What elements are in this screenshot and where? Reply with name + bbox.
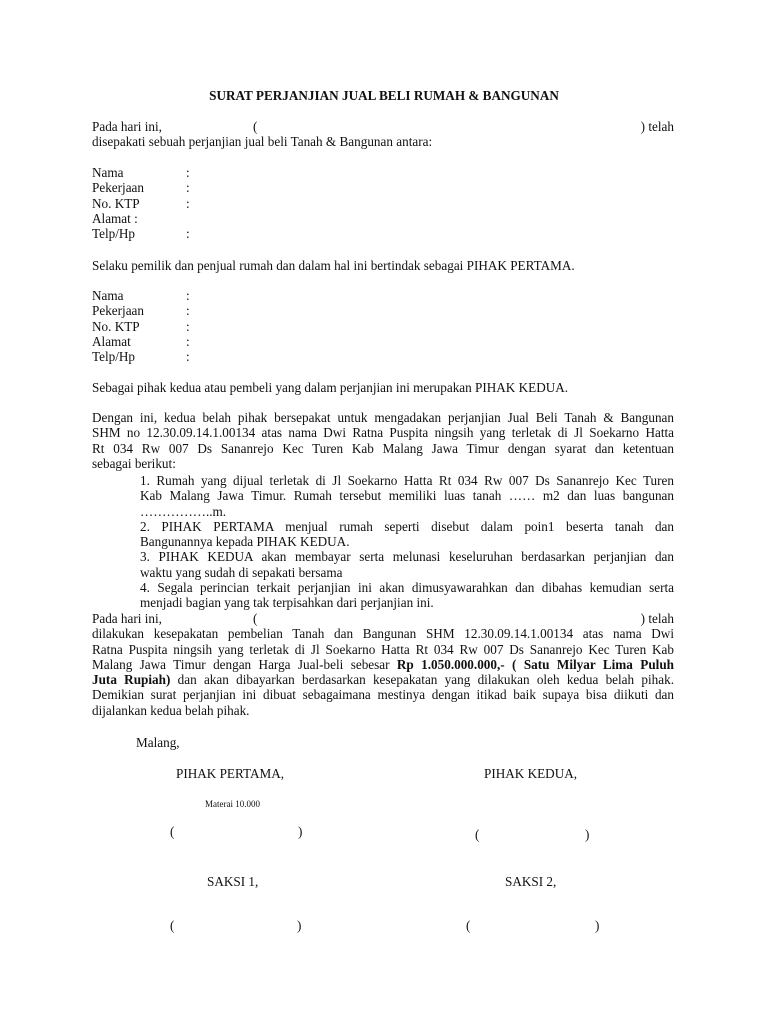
party1-field-alamat	[92, 211, 674, 226]
signature-close-paren: )	[595, 918, 600, 933]
party1-field-telp	[92, 226, 674, 241]
price-words: Juta Rupiah)	[92, 672, 171, 688]
field-colon: :	[186, 288, 190, 303]
party1-field-pekerjaan	[92, 180, 674, 195]
place-date: Malang,	[136, 735, 180, 750]
field-colon: :	[186, 333, 190, 349]
clause-line: menjadi bagian yang tak terpisahkan dari perjanjian ini.	[140, 595, 434, 611]
agreement-line: Dengan ini, kedua belah pihak bersepakat untuk mengadakan perjanjian Jual Beli Tanah & Bangunan	[92, 410, 674, 425]
field-label: Telp/Hp	[92, 226, 136, 242]
clause-line: 2. PIHAK PERTAMA menjual rumah seperti disebut dalam poin1 beserta tanah dan	[140, 518, 674, 534]
party2-fields	[92, 288, 674, 364]
field-colon: :	[186, 318, 190, 334]
pihak-kedua-label: PIHAK KEDUA,	[484, 766, 578, 781]
party1-fields	[92, 165, 674, 241]
closing-line: Ratna Puspita ningsih yang terletak di Jl Soekarno Hatta Rt 034 Rw 007 Ds Sananrejo Kec Turen Kab	[92, 641, 674, 657]
materai-label: Materai 10.000	[205, 799, 260, 809]
field-label: No. KTP	[92, 318, 140, 334]
closing-line: Demikian surat perjanjian ini dibuat sebagaimana mestinya dengan itikad baik supaya bisa diikuti dan	[92, 687, 674, 703]
party2-field-ktp	[92, 319, 674, 334]
clause-line: 3. PIHAK KEDUA akan membayar serta melunasi keseluruhan berdasarkan perjanjian dan	[140, 549, 674, 565]
clause-line: 1. Rumah yang dijual terletak di Jl Soekarno Hatta Rt 034 Rw 007 Ds Sananrejo Kec Turen	[140, 473, 674, 488]
party2-field-telp	[92, 349, 674, 364]
price-amount: Rp 1.050.000.000,- ( Satu Milyar Lima Puluh	[396, 656, 674, 672]
clause-line: 4. Segala perincian terkait perjanjian ini akan dimusyawarahkan dan dibahas kemudian serta	[140, 580, 674, 596]
closing-paragraph	[92, 611, 674, 718]
clause-1	[140, 473, 674, 519]
clause-list	[140, 473, 674, 611]
closing-close-paren: ) telah	[640, 611, 674, 626]
field-label: Telp/Hp	[92, 349, 136, 365]
closing-open-paren: (	[253, 611, 258, 626]
agreement-paragraph	[92, 410, 674, 471]
field-label: Alamat :	[92, 210, 138, 226]
closing-text: Malang Jawa Timur dengan Harga Jual-beli sebesar	[92, 656, 397, 672]
document-title: SURAT PERJANJIAN JUAL BELI RUMAH & BANGUNAN	[209, 88, 559, 103]
intro-open-paren: (	[253, 119, 258, 134]
closing-line: dilakukan kesepakatan pembelian Tanah dan Bangunan SHM 12.30.09.14.1.00134 atas nama Dwi	[92, 626, 674, 642]
signature-open-paren: (	[170, 918, 175, 933]
field-colon: :	[186, 303, 190, 319]
signature-open-paren: (	[466, 918, 471, 933]
intro-paragraph	[92, 119, 674, 150]
clause-2	[140, 519, 674, 550]
party1-field-nama	[92, 165, 674, 180]
agreement-line: SHM no 12.30.09.14.1.00134 atas nama Dwi Ratna Puspita ningsih yang terletak di Jl Soekarno Hatta	[92, 425, 674, 441]
field-colon: :	[186, 165, 190, 180]
closing-text: dan akan dibayarkan berdasarkan kesepakatan yang dilakukan oleh kedua belah pihak.	[170, 672, 674, 688]
signature-close-paren: )	[298, 824, 303, 839]
field-label: No. KTP	[92, 195, 140, 211]
party2-field-nama	[92, 288, 674, 303]
agreement-line: sebagai berikut:	[92, 455, 176, 471]
intro-close-paren: ) telah	[640, 119, 674, 134]
signature-open-paren: (	[475, 827, 480, 842]
party1-statement: Selaku pemilik dan penjual rumah dan dalam hal ini bertindak sebagai PIHAK PERTAMA.	[92, 258, 575, 273]
field-colon: :	[186, 195, 190, 211]
saksi-2-label: SAKSI 2,	[505, 874, 557, 889]
clause-line: Kab Malang Jawa Timur. Rumah tersebut memiliki luas tanah …… m2 dan luas bangunan	[140, 488, 674, 504]
party2-field-alamat	[92, 334, 674, 349]
agreement-line: Rt 034 Rw 007 Ds Sananrejo Kec Turen Kab Malang Jawa Timur dengan syarat dan ketentuan	[92, 440, 674, 456]
field-colon: :	[186, 349, 190, 365]
closing-line	[92, 672, 674, 687]
intro-day-label: Pada hari ini,	[92, 119, 162, 134]
field-colon: :	[186, 180, 190, 196]
clause-line: Bangunannya kepada PIHAK KEDUA.	[140, 534, 350, 550]
party2-statement: Sebagai pihak kedua atau pembeli yang dalam perjanjian ini merupakan PIHAK KEDUA.	[92, 380, 569, 395]
signature-open-paren: (	[170, 824, 175, 839]
field-label: Nama	[92, 288, 124, 303]
party2-field-pekerjaan	[92, 303, 674, 318]
field-colon: :	[186, 226, 190, 242]
closing-day-label: Pada hari ini,	[92, 611, 162, 626]
clause-line: ……………..m.	[140, 503, 227, 519]
closing-line: dijalankan kedua belah pihak.	[92, 702, 250, 718]
clause-4	[140, 580, 674, 611]
signature-close-paren: )	[585, 827, 590, 842]
field-label: Pekerjaan	[92, 180, 144, 196]
clause-3	[140, 549, 674, 580]
closing-line-price	[92, 657, 674, 672]
intro-line-2: disepakati sebuah perjanjian jual beli Tanah & Bangunan antara:	[92, 134, 433, 150]
field-label: Pekerjaan	[92, 303, 144, 319]
clause-line: waktu yang sudah di sepakati bersama	[140, 564, 343, 580]
party1-field-ktp	[92, 196, 674, 211]
field-label: Nama	[92, 165, 124, 180]
pihak-pertama-label: PIHAK PERTAMA,	[176, 766, 285, 781]
signature-close-paren: )	[297, 918, 302, 933]
field-label: Alamat	[92, 333, 131, 349]
saksi-1-label: SAKSI 1,	[207, 874, 259, 889]
